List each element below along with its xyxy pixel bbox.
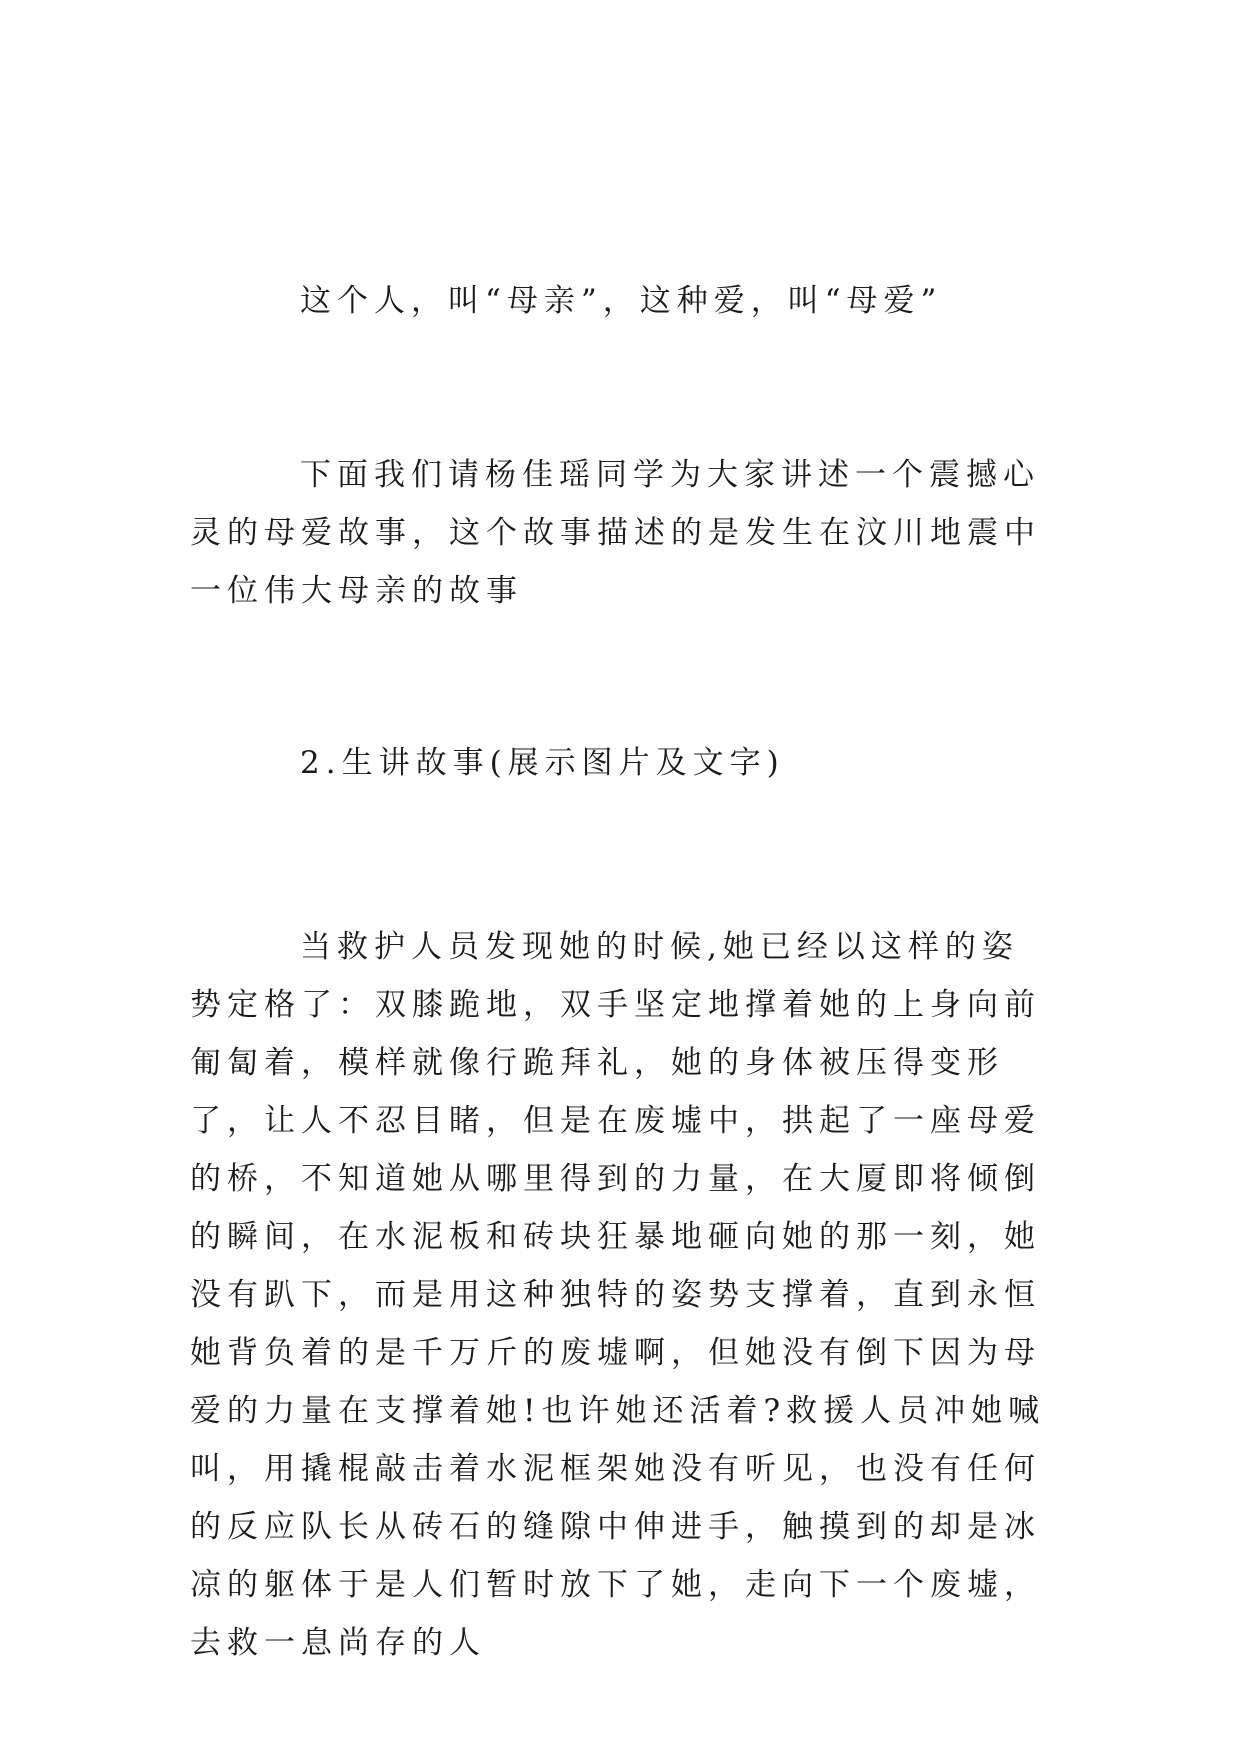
paragraph-section-heading: 2.生讲故事(展示图片及文字) — [300, 745, 785, 781]
paragraph-mother-love-title: 这个人，叫“母亲”，这种爱，叫“母爱” — [300, 283, 943, 319]
paragraph-story-introduction: 下面我们请杨佳瑶同学为大家讲述一个震撼心灵的母爱故事，这个故事描述的是发生在汶川地震中一位伟大母亲的故事 — [190, 457, 1041, 609]
paragraph-story-body: 当救护人员发现她的时候,她已经以这样的姿势定格了：双膝跪地，双手坚定地撑着她的上身向前匍匐着，模样就像行跪拜礼，她的身体被压得变形了，让人不忍目睹，但是在废墟中，拱起了一座母爱的桥，不知道她从哪里得到的力量，在大厦即将倾倒的瞬间，在水泥板和砖块狂暴地砸向她的那一刻，她没有趴下，而是用这种独特的姿势支撑着，直到永恒她背负着的是千万斤的废墟啊，但她没有倒下因为母爱的力量在支撑着她!也许她还活着?救援人员冲她喊叫，用撬棍敲击着水泥框架她没有听见，也没有任何的反应队长从砖石的缝隙中伸进手，触摸到的却是冰凉的躯体于是人们暂时放下了她，走向下一个废墟，去救一息尚存的人 — [190, 929, 1046, 1661]
